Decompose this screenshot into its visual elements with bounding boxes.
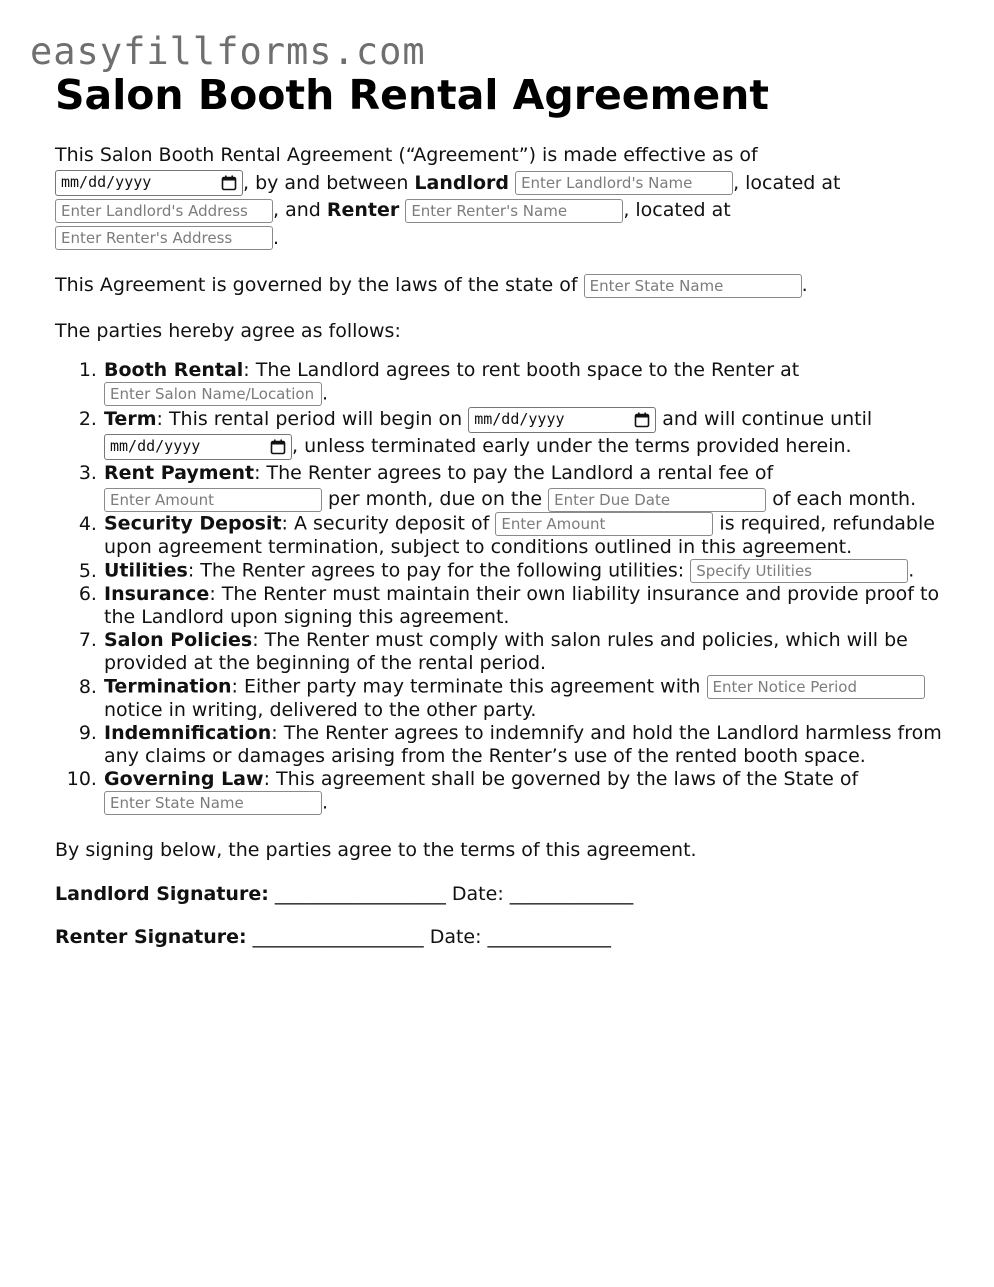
salon-policies-text: : The Renter must comply with salon rules and policies, which will be provided at the beginning of the rental period. — [104, 629, 908, 674]
effective-date-value: mm/dd/yyyy — [61, 173, 152, 192]
booth-rental-text: : The Landlord agrees to rent booth space to the Renter at — [243, 359, 800, 381]
intro-paragraph — [55, 142, 950, 252]
start-date-value: mm/dd/yyyy — [474, 410, 565, 428]
intro-text: , located at — [623, 199, 731, 221]
calendar-icon — [634, 412, 650, 428]
security-deposit-text: : A security deposit of — [281, 512, 496, 535]
term-utilities — [103, 559, 950, 583]
utilities-end: . — [908, 559, 915, 582]
term-booth-rental — [103, 359, 950, 406]
term-label: Term — [104, 408, 157, 430]
page-title: Salon Booth Rental Agreement — [55, 71, 769, 119]
renter-label: Renter — [326, 199, 400, 221]
renter-name-input[interactable] — [405, 199, 623, 223]
term-insurance — [103, 583, 950, 629]
intro-text: , by and between — [243, 171, 415, 194]
landlord-signature-blanks: __________________ Date: _____________ — [268, 883, 634, 905]
renter-address-input[interactable] — [55, 226, 273, 250]
intro-text: . — [273, 226, 280, 249]
intro-text: This Salon Booth Rental Agreement (“Agreement”) is made effective as of — [55, 144, 758, 166]
landlord-name-input[interactable] — [515, 171, 733, 195]
intro-text: , located at — [733, 171, 841, 194]
governing-state-input[interactable] — [104, 791, 322, 815]
booth-rental-end: . — [322, 382, 329, 405]
renter-signature-line — [55, 924, 950, 950]
calendar-icon — [221, 175, 237, 191]
indemnification-text: : The Renter agrees to indemnify and hold the Landlord harmless from any claims or damages arising from the Renter’s use of the rented booth space. — [104, 722, 942, 767]
renter-signature-label: Renter Signature: — [55, 926, 247, 948]
end-date-input[interactable] — [104, 434, 292, 460]
landlord-label: Landlord — [414, 171, 510, 194]
governed-paragraph — [55, 272, 950, 298]
term-security-deposit — [103, 512, 950, 559]
utilities-input[interactable] — [690, 559, 908, 583]
effective-date-input[interactable] — [55, 170, 243, 196]
rent-payment-label: Rent Payment — [104, 462, 255, 484]
rent-payment-text: : The Renter agrees to pay the Landlord a rental fee of — [254, 462, 774, 484]
booth-rental-label: Booth Rental — [104, 359, 244, 381]
governed-end: . — [801, 274, 808, 296]
utilities-label: Utilities — [104, 559, 188, 582]
term-salon-policies — [103, 629, 950, 675]
due-date-input[interactable] — [548, 488, 766, 512]
calendar-icon — [270, 439, 286, 455]
governing-law-label: Governing Law — [104, 768, 264, 790]
agreement-body — [55, 142, 950, 950]
termination-label: Termination — [104, 675, 232, 698]
terms-list — [55, 359, 950, 815]
term-text: : This rental period will begin on — [156, 408, 469, 430]
governed-text: This Agreement is governed by the laws of the state of — [55, 274, 584, 296]
insurance-text: : The Renter must maintain their own liability insurance and provide proof to the Landlord upon signing this agreement. — [104, 583, 940, 628]
governing-law-text: : This agreement shall be governed by the laws of the State of — [263, 768, 859, 790]
end-date-value: mm/dd/yyyy — [110, 437, 201, 455]
term-term — [103, 406, 950, 460]
notice-period-input[interactable] — [707, 675, 925, 699]
term-indemnification — [103, 722, 950, 768]
term-text: , unless terminated early under the terms provided herein. — [292, 435, 852, 457]
insurance-label: Insurance — [104, 583, 210, 605]
term-termination — [103, 675, 950, 722]
term-text: and will continue until — [656, 408, 873, 430]
termination-text: : Either party may terminate this agreement with — [231, 675, 707, 698]
governing-law-end: . — [322, 791, 329, 814]
landlord-address-input[interactable] — [55, 199, 273, 223]
rent-payment-text: of each month. — [766, 488, 917, 510]
watermark: easyfillforms.com — [30, 30, 426, 73]
termination-text: notice in writing, delivered to the other party. — [104, 699, 537, 721]
indemnification-label: Indemnification — [104, 722, 272, 744]
intro-text: , and — [273, 199, 327, 221]
security-deposit-label: Security Deposit — [104, 512, 282, 535]
deposit-amount-input[interactable] — [495, 512, 713, 536]
salon-policies-label: Salon Policies — [104, 629, 253, 651]
term-governing-law — [103, 768, 950, 815]
renter-signature-blanks: __________________ Date: _____________ — [246, 926, 612, 948]
rent-amount-input[interactable] — [104, 488, 322, 512]
state-input[interactable] — [584, 274, 802, 298]
term-rent-payment — [103, 460, 950, 512]
landlord-signature-line — [55, 881, 950, 907]
start-date-input[interactable] — [468, 407, 656, 433]
landlord-signature-label: Landlord Signature: — [55, 883, 269, 905]
salon-location-input[interactable] — [104, 382, 322, 406]
rent-payment-text: per month, due on the — [322, 488, 549, 510]
utilities-text: : The Renter agrees to pay for the following utilities: — [187, 559, 691, 582]
security-deposit-text: is required, refundable upon agreement termination, subject to conditions outlined in this agreement. — [104, 512, 935, 558]
signing-statement: By signing below, the parties agree to the terms of this agreement. — [55, 839, 697, 861]
parties-intro: The parties hereby agree as follows: — [55, 320, 401, 342]
